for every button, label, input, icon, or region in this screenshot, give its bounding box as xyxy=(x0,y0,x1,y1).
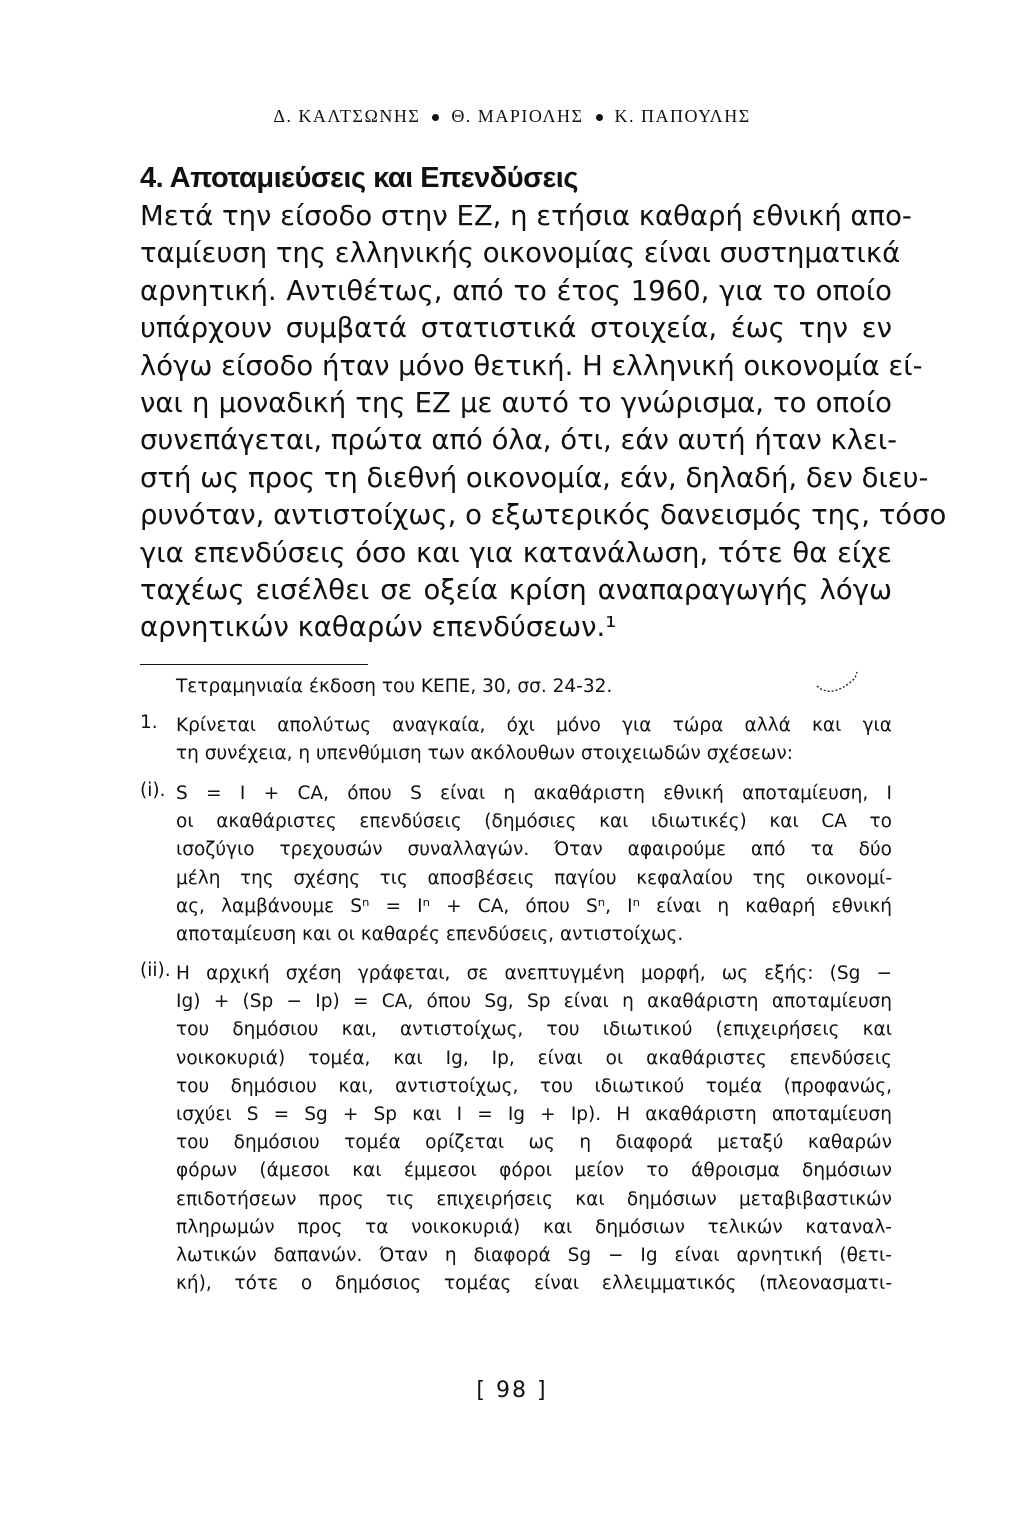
author-2: Θ. ΜΑΡΙΟΛΗΣ xyxy=(451,106,584,126)
handwritten-mark xyxy=(815,668,861,698)
body-line: αρνητικών καθαρών επενδύσεων.¹ xyxy=(140,611,617,644)
footnote-line: μέλη της σχέσης τις αποσβέσεις παγίου κεφαλαίου της οικονομί- xyxy=(176,867,892,889)
footnote-source: Τετραμηνιαία έκδοση του ΚΕΠΕ, 30, σσ. 24-32. xyxy=(176,676,613,697)
footnote-item-ii-label: (ii). xyxy=(140,960,171,981)
footnote-line: ισχύει S = Sg + Sp και I = Ig + Ip). Η ακαθάριστη αποταμίευση xyxy=(176,1104,892,1126)
running-head xyxy=(0,106,1024,127)
footnote-line: Ig) + (Sp − Ip) = CA, όπου Sg, Sp είναι η ακαθάριστη αποταμίευση xyxy=(176,991,892,1013)
author-3: Κ. ΠΑΠΟΥΛΗΣ xyxy=(614,106,751,126)
section-title: 4. Αποταμιεύσεις και Επενδύσεις xyxy=(140,162,578,194)
footnote-1-label: 1. xyxy=(140,712,158,733)
body-line: για επενδύσεις όσο και για κατανάλωση, τότε θα είχε xyxy=(140,536,892,569)
footnote-line: του δημόσιου τομέα ορίζεται ως η διαφορά μεταξύ καθαρών xyxy=(176,1132,892,1154)
body-paragraph xyxy=(140,198,947,647)
footnote-line: ας, λαμβάνουμε Sⁿ = Iⁿ + CA, όπου Sⁿ, Iⁿ είναι η καθαρή εθνική xyxy=(176,895,892,917)
footnote-line: του δημόσιου και, αντιστοίχως, του ιδιωτικού τομέα (προφανώς, xyxy=(176,1075,892,1097)
body-line: συνεπάγεται, πρώτα από όλα, ότι, εάν αυτή ήταν κλει- xyxy=(140,424,898,457)
body-line: αρνητική. Αντιθέτως, από το έτος 1960, για το οποίο xyxy=(140,274,892,307)
body-line: λόγω είσοδο ήταν μόνο θετική. Η ελληνική οικονομία εί- xyxy=(140,349,923,382)
footnote-item-i xyxy=(176,780,892,949)
body-line: ταμίευση της ελληνικής οικονομίας είναι συστηματικά xyxy=(140,237,901,270)
footnote-rule xyxy=(140,664,368,665)
footnote-line: πληρωμών προς τα νοικοκυριά) και δημόσιων τελικών καταναλ- xyxy=(176,1216,892,1238)
footnote-line: νοικοκυριά) τομέα, και Ig, Ip, είναι οι ακαθάριστες επενδύσεις xyxy=(176,1047,892,1069)
footnote-1 xyxy=(176,712,892,768)
page-number: [ 98 ] xyxy=(476,1378,548,1403)
footnote-line: Κρίνεται απολύτως αναγκαία, όχι μόνο για τώρα αλλά και για xyxy=(176,715,892,736)
body-line: ναι η μοναδική της ΕΖ με αυτό το γνώρισμα, το οποίο xyxy=(140,387,892,420)
separator-dot xyxy=(432,114,439,121)
footnote-line: S = I + CA, όπου S είναι η ακαθάριστη εθνική αποταμίευση, I xyxy=(176,783,892,804)
footnote-line: φόρων (άμεσοι και έμμεσοι φόροι μείον το άθροισμα δημόσιων xyxy=(176,1160,892,1182)
body-line: υπάρχουν συμβατά στατιστικά στοιχεία, έως την εν xyxy=(140,312,892,345)
body-line: ταχέως εισέλθει σε οξεία κρίση αναπαραγωγής λόγω xyxy=(140,574,892,607)
separator-dot xyxy=(596,114,603,121)
footnote-line: τη συνέχεια, η υπενθύμιση των ακόλουθων στοιχειωδών σχέσεων: xyxy=(176,743,793,765)
footnote-line: ισοζύγιο τρεχουσών συναλλαγών. Όταν αφαιρούμε από τα δύο xyxy=(176,839,892,861)
author-1: Δ. ΚΑΛΤΣΩΝΗΣ xyxy=(273,106,421,126)
footnote-item-ii xyxy=(176,960,892,1298)
footnote-line: του δημόσιου και, αντιστοίχως, του ιδιωτικού (επιχειρήσεις και xyxy=(176,1019,892,1041)
footnote-line: κή), τότε ο δημόσιος τομέας είναι ελλειμματικός (πλεονασματι- xyxy=(176,1273,892,1295)
body-line: Μετά την είσοδο στην ΕΖ, η ετήσια καθαρή εθνική απο- xyxy=(140,200,912,232)
body-line: ρυνόταν, αντιστοίχως, ο εξωτερικός δανεισμός της, τόσο xyxy=(140,499,947,532)
body-line: στή ως προς τη διεθνή οικονομία, εάν, δηλαδή, δεν διευ- xyxy=(140,461,929,494)
footnote-line: λωτικών δαπανών. Όταν η διαφορά Sg − Ig είναι αρνητική (θετι- xyxy=(176,1245,892,1267)
footnote-line: οι ακαθάριστες επενδύσεις (δημόσιες και ιδιωτικές) και CA το xyxy=(176,811,892,833)
footnote-line: Η αρχική σχέση γράφεται, σε ανεπτυγμένη μορφή, ως εξής: (Sg − xyxy=(176,963,892,984)
footnote-line: επιδοτήσεων προς τις επιχειρήσεις και δημόσιων μεταβιβαστικών xyxy=(176,1188,892,1210)
footnote-item-i-label: (i). xyxy=(140,780,166,801)
footnote-line: αποταμίευση και οι καθαρές επενδύσεις, αντιστοίχως. xyxy=(176,924,684,946)
